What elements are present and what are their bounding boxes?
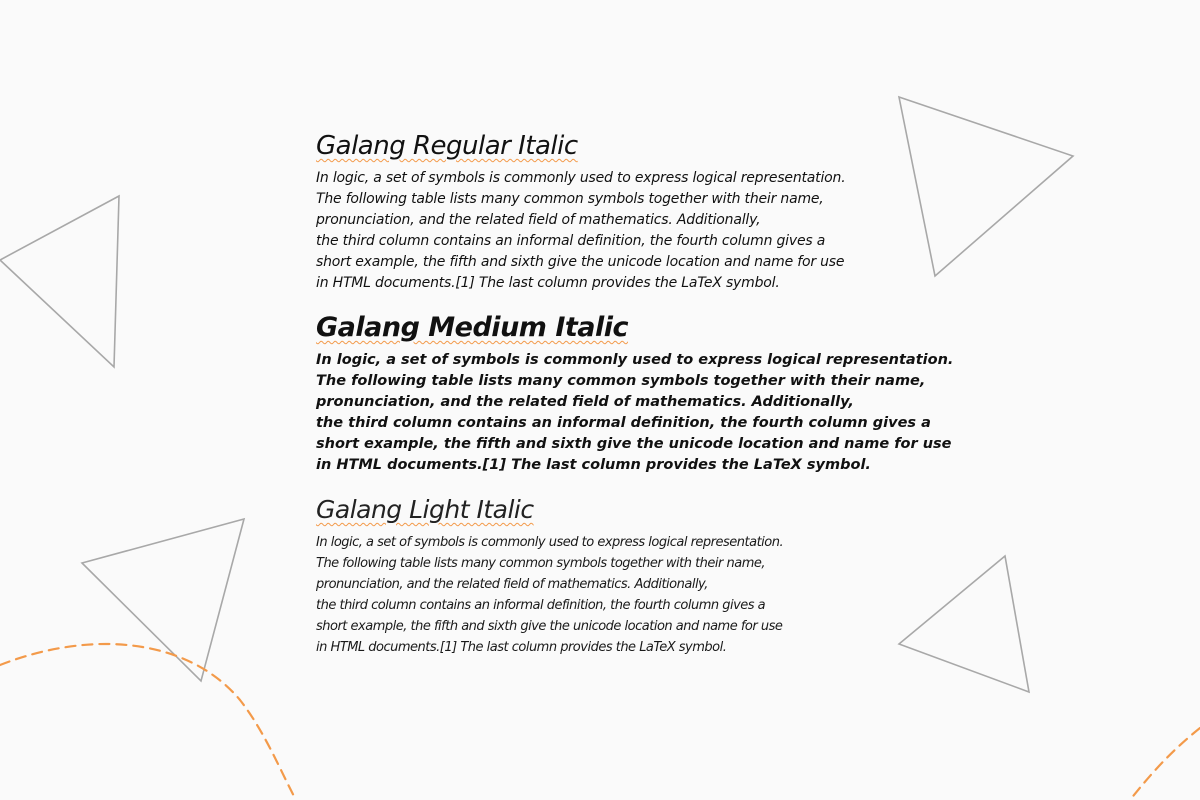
paragraph-line: pronunciation, and the related field of mathematics. Additionally,	[316, 394, 854, 410]
paragraph-line: In logic, a set of symbols is commonly used to express logical representation.	[316, 352, 954, 368]
triangle-bottom-right-shape	[899, 556, 1029, 692]
paragraph-line: short example, the fifth and sixth give the unicode location and name for use	[316, 254, 845, 270]
section-heading: Galang Light Italic	[316, 495, 534, 524]
paragraph-line: in HTML documents.[1] The last column provides the LaTeX symbol.	[316, 457, 871, 473]
triangle-top-right-shape	[899, 97, 1073, 276]
paragraph-line: pronunciation, and the related field of mathematics. Additionally,	[316, 577, 708, 592]
triangle-left-shape	[0, 196, 119, 367]
paragraph-line: pronunciation, and the related field of mathematics. Additionally,	[316, 212, 761, 228]
paragraph-line: In logic, a set of symbols is commonly used to express logical representation.	[316, 535, 784, 550]
section-regular-italic	[316, 128, 916, 294]
sample-paragraph	[316, 350, 954, 476]
paragraph-line: The following table lists many common symbols together with their name,	[316, 556, 765, 571]
section-heading: Galang Regular Italic	[316, 131, 578, 161]
section-medium-italic	[316, 310, 954, 476]
paragraph-line: short example, the fifth and sixth give the unicode location and name for use	[316, 619, 783, 634]
font-specimen	[316, 128, 954, 674]
paragraph-line: The following table lists many common symbols together with their name,	[316, 373, 926, 389]
dashed-curve-bottom-left	[0, 644, 296, 800]
paragraph-line: the third column contains an informal definition, the fourth column gives a	[316, 415, 931, 431]
paragraph-line: short example, the fifth and sixth give the unicode location and name for use	[316, 436, 952, 452]
section-light-italic	[316, 492, 916, 658]
paragraph-line: The following table lists many common symbols together with their name,	[316, 191, 824, 207]
sample-paragraph	[316, 168, 916, 294]
sample-paragraph	[316, 532, 916, 658]
section-heading: Galang Medium Italic	[316, 312, 629, 343]
dashed-curve-bottom-right	[1130, 728, 1200, 800]
paragraph-line: the third column contains an informal definition, the fourth column gives a	[316, 233, 826, 249]
paragraph-line: in HTML documents.[1] The last column provides the LaTeX symbol.	[316, 640, 727, 655]
triangle-bottom-left-shape	[82, 519, 244, 681]
paragraph-line: in HTML documents.[1] The last column provides the LaTeX symbol.	[316, 275, 780, 291]
paragraph-line: In logic, a set of symbols is commonly used to express logical representation.	[316, 170, 846, 186]
paragraph-line: the third column contains an informal definition, the fourth column gives a	[316, 598, 766, 613]
